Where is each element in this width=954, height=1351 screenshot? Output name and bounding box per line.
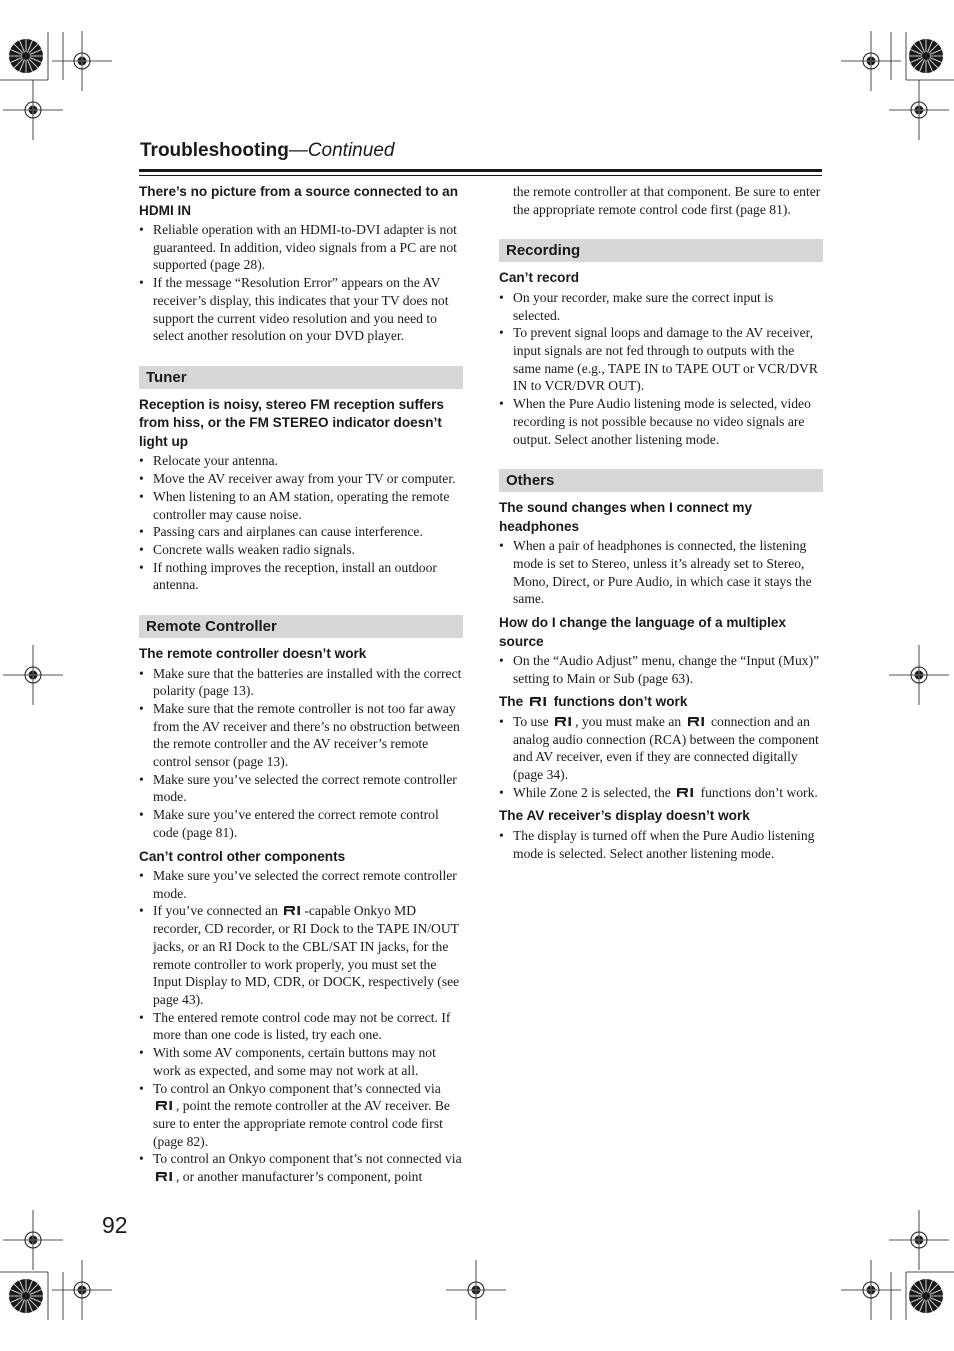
registration-mark-icon xyxy=(889,80,949,140)
text: functions don’t work. xyxy=(700,784,818,800)
list-item: • If the message “Resolution Error” appears on the AV receiver’s display, this indicates that your TV does not support the current video resolution and you need to select another resolution on your DVD player. xyxy=(139,274,463,345)
ri-logo-icon xyxy=(676,787,695,798)
list-item xyxy=(499,784,823,802)
page-header xyxy=(139,139,822,172)
remote-section xyxy=(139,645,463,1186)
list-item xyxy=(139,1080,463,1151)
list-item: • When listening to an AM station, operating the remote controller may cause noise. xyxy=(139,488,463,523)
others-question-1: The sound changes when I connect my headphones xyxy=(499,500,753,534)
text: To use xyxy=(513,713,549,729)
registration-mark-icon xyxy=(889,645,949,705)
ri-logo-icon xyxy=(554,716,573,727)
recording-heading: Recording xyxy=(499,239,823,262)
text: , point the remote controller at the AV receiver. Be sure to enter the appropriate remote control code first (page 82). xyxy=(153,1098,450,1149)
others-section xyxy=(499,499,823,862)
list-item: • On your recorder, make sure the correct input is selected. xyxy=(499,289,823,324)
registration-mark-icon xyxy=(52,31,112,91)
others-question-2: How do I change the language of a multiplex source xyxy=(499,615,787,649)
list-item: • Make sure that the remote controller is not too far away from the AV receiver and there’s no obstruction between the remote controller and the AV receiver’s remote control sensor (page 13). xyxy=(139,700,463,771)
others-bullets-2 xyxy=(499,652,823,687)
remote-bullets-2 xyxy=(139,867,463,1186)
others-question-3 xyxy=(499,693,823,712)
list-item: • When the Pure Audio listening mode is selected, video recording is not possible because no video signals are output. Select another listening mode. xyxy=(499,395,823,448)
text: connection and an analog audio connection (RCA) between the component and AV receiver, even if they are connected digitally (page 34). xyxy=(513,713,819,783)
registration-mark-icon xyxy=(3,80,63,140)
text: , or another manufacturer’s component, point xyxy=(176,1169,423,1185)
ri-logo-icon xyxy=(283,905,302,916)
ri-logo-icon xyxy=(155,1171,174,1182)
registration-mark-icon xyxy=(446,1260,506,1320)
header-rule xyxy=(139,175,822,176)
list-item: • To prevent signal loops and damage to the AV receiver, input signals are not fed through to outputs with the same name (e.g., TAPE IN to TAPE OUT or VCR/DVR IN to VCR/DVR OUT). xyxy=(499,324,823,395)
page-number: 92 xyxy=(102,1212,128,1238)
tuner-heading: Tuner xyxy=(139,366,463,389)
others-heading: Others xyxy=(499,469,823,492)
hdmi-bullets xyxy=(139,221,463,345)
ri-logo-icon xyxy=(529,696,548,707)
registration-mark-icon xyxy=(841,31,901,91)
page-title xyxy=(140,140,394,162)
others-bullets-4 xyxy=(499,827,823,862)
list-item: • With some AV components, certain buttons may not work as expected, and some may not work at all. xyxy=(139,1044,463,1079)
list-item: • Make sure you’ve selected the correct remote controller mode. xyxy=(139,867,463,902)
list-item: • The entered remote control code may not be correct. If more than one code is listed, try each one. xyxy=(139,1009,463,1044)
page-title-main: Troubleshooting xyxy=(140,140,289,161)
list-item: • The display is turned off when the Pure Audio listening mode is selected. Select another listening mode. xyxy=(499,827,823,862)
text: The xyxy=(499,694,524,710)
list-item xyxy=(499,713,823,784)
hdmi-question: There’s no picture from a source connected to an HDMI IN xyxy=(139,184,459,218)
registration-mark-icon xyxy=(52,1260,112,1320)
text: functions don’t work xyxy=(553,694,688,710)
list-item: • On the “Audio Adjust” menu, change the “Input (Mux)” setting to Main or Sub (page 63). xyxy=(499,652,823,687)
list-item: • Make sure you’ve selected the correct remote controller mode. xyxy=(139,771,463,806)
recording-section xyxy=(499,269,823,448)
registration-mark-icon xyxy=(3,645,63,705)
right-column xyxy=(499,183,823,862)
registration-mark-icon xyxy=(841,1260,901,1320)
continuation-text: the remote controller at that component. Be sure to enter the appropriate remote control code first (page 81). xyxy=(513,184,821,217)
text: , you must make an xyxy=(575,713,682,729)
text: To control an Onkyo component that’s not connected via xyxy=(153,1151,462,1167)
tuner-bullets xyxy=(139,452,463,594)
list-item: • If nothing improves the reception, install an outdoor antenna. xyxy=(139,559,463,594)
ri-logo-icon xyxy=(155,1100,174,1111)
ri-logo-icon xyxy=(687,716,706,727)
starburst-mark-icon xyxy=(909,39,943,73)
list-item xyxy=(139,902,463,1008)
text: If you’ve connected an xyxy=(153,903,278,919)
starburst-mark-icon xyxy=(9,39,43,73)
page-title-continued: —Continued xyxy=(288,140,395,161)
list-item: • Concrete walls weaken radio signals. xyxy=(139,541,463,559)
recording-bullets xyxy=(499,289,823,448)
text: -capable Onkyo MD recorder, CD recorder, or RI Dock to the TAPE IN/OUT jacks, or an RI Dock to the CBL/SAT IN jacks, for the remote controller to work properly, you must set the Input Display to MD, CDR, or DOCK, respectively (see page 43). xyxy=(153,903,460,1007)
list-item: • Make sure that the batteries are installed with the correct polarity (page 13). xyxy=(139,665,463,700)
others-question-4: The AV receiver’s display doesn’t work xyxy=(499,808,750,824)
remote-controller-heading: Remote Controller xyxy=(139,615,463,638)
starburst-mark-icon xyxy=(9,1279,43,1313)
list-item: • Reliable operation with an HDMI-to-DVI adapter is not guaranteed. In addition, video signals from a PC are not supported (page 28). xyxy=(139,221,463,274)
list-item: • When a pair of headphones is connected, the listening mode is set to Stereo, unless it’s already set to Stereo, Mono, Direct, or Pure Audio, in which case it stays the same. xyxy=(499,537,823,608)
text: To control an Onkyo component that’s connected via xyxy=(153,1080,441,1096)
list-item: • Relocate your antenna. xyxy=(139,452,463,470)
recording-question: Can’t record xyxy=(499,270,580,286)
tuner-section xyxy=(139,396,463,594)
registration-mark-icon xyxy=(3,1210,63,1270)
starburst-mark-icon xyxy=(909,1279,943,1313)
tuner-question: Reception is noisy, stereo FM reception suffers from hiss, or the FM STEREO indicator doesn’t light up xyxy=(139,396,444,449)
list-item: • Move the AV receiver away from your TV or computer. xyxy=(139,470,463,488)
list-item: • Make sure you’ve entered the correct remote control code (page 81). xyxy=(139,806,463,841)
others-bullets-1 xyxy=(499,537,823,608)
list-item: • Passing cars and airplanes can cause interference. xyxy=(139,523,463,541)
text: While Zone 2 is selected, the xyxy=(513,784,671,800)
list-item xyxy=(139,1150,463,1185)
remote-bullets-1 xyxy=(139,665,463,842)
remote-question-1: The remote controller doesn’t work xyxy=(139,646,367,662)
left-column xyxy=(139,183,463,1186)
registration-mark-icon xyxy=(889,1210,949,1270)
hdmi-section xyxy=(139,183,463,345)
remote-question-2: Can’t control other components xyxy=(139,848,346,864)
others-bullets-3 xyxy=(499,713,823,802)
